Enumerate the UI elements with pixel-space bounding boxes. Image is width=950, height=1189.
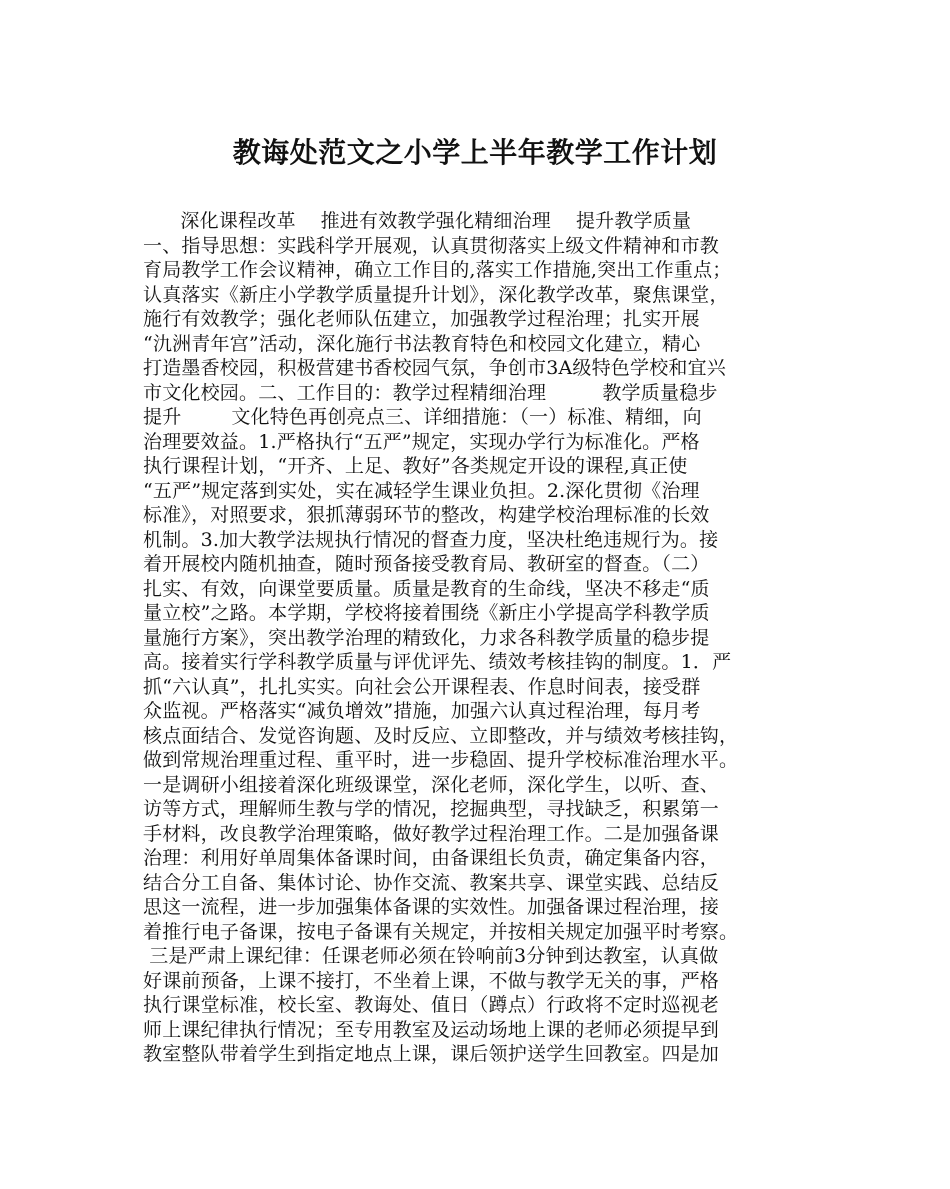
body-text-line: 思这一流程，进一步加强集体备课的实效性。加强备课过程治理，接 <box>143 896 720 918</box>
body-text-line: 着开展校内随机抽查，随时预备接受教育局、教研室的督查。（二） <box>143 553 710 575</box>
body-text-line: 量施行方案》，突出教学治理的精致化，力求各科教学质量的稳步提 <box>143 626 710 649</box>
body-text-line: 三是严肃上课纪律：任课老师必须在铃响前3分钟到达教室，认真做 <box>143 945 719 967</box>
body-text-line: 教室整队带着学生到指定地点上课，课后领护送学生回教室。四是加 <box>143 1043 720 1065</box>
body-text-line: 扎实、有效，向课堂要质量。质量是教育的生命线，坚决不移走“质 <box>143 577 710 600</box>
body-text-line: 认真落实《新庄小学教学质量提升计划》，深化教学改革，聚焦课堂， <box>143 283 729 306</box>
body-text-line: 手材料，改良教学治理策略，做好教学过程治理工作。二是加强备课 <box>143 822 720 845</box>
body-text-line: 市文化校园。二、工作目的：教学过程精细治理 教学质量稳步 <box>143 381 718 404</box>
body-text-line: 一、指导思想：实践科学开展观，认真贯彻落实上级文件精神和市教 <box>143 234 720 257</box>
body-text-line: 着推行电子备课，按电子备课有关规定，并按相关规定加强平时考察。 <box>143 920 739 943</box>
body-text-line: 治理要效益。1.严格执行“五严”规定，实现办学行为标准化。严格 <box>143 430 700 453</box>
body-text-line: “氿洲青年宫”活动，深化施行书法教育特色和校园文化建立，精心 <box>143 332 701 355</box>
body-text-line: 打造墨香校园，积极营建书香校园气氛，争创市3A级特色学校和宜兴 <box>143 357 727 379</box>
body-text-line: 高。接着实行学科教学质量与评优评先、绩效考核挂钩的制度。1．严 <box>143 651 732 673</box>
body-text-line: 好课前预备，上课不接打，不坐着上课，不做与教学无关的事，严格 <box>143 969 720 992</box>
body-text-line: 提升 文化特色再创亮点三、详细措施：（一）标准、精细，向 <box>143 406 702 428</box>
body-text-line: 一是调研小组接着深化班级课堂，深化老师，深化学生，以听、查、 <box>143 773 720 796</box>
body-text-line: 机制。3.加大教学法规执行情况的督查力度，坚决杜绝违规行为。接 <box>143 528 719 551</box>
document-body <box>143 209 817 1067</box>
body-text-line: “五严”规定落到实处，实在减轻学生课业负担。2.深化贯彻《治理 <box>143 479 700 502</box>
body-text-line: 施行有效教学；强化老师队伍建立，加强教学过程治理；扎实开展 <box>143 308 700 330</box>
body-text-line: 结合分工自备、集体讨论、协作交流、教案共享、课堂实践、总结反 <box>143 871 720 894</box>
body-text-line: 访等方式，理解师生教与学的情况，挖掘典型，寻找缺乏，积累第一 <box>143 798 720 820</box>
body-text-line: 量立校”之路。本学期，学校将接着围绕《新庄小学提高学科教学质 <box>143 602 710 624</box>
body-text-line: 育局教学工作会议精神，确立工作目的,落实工作措施,突出工作重点； <box>143 259 732 281</box>
body-text-line: 执行课程计划，“开齐、上足、教好”各类规定开设的课程,真正使 <box>143 455 688 477</box>
body-text-line: 标准》，对照要求，狠抓薄弱环节的整改，构建学校治理标准的长效 <box>143 504 710 526</box>
document-title: 教诲处范文之小学上半年教学工作计划 <box>232 136 718 169</box>
body-text-line: 众监视。严格落实“减负增效”措施，加强六认真过程治理，每月考 <box>143 700 701 722</box>
body-text-line: 抓“六认真”，扎扎实实。向社会公开课程表、作息时间表，接受群 <box>143 675 701 698</box>
body-text-line: 核点面结合、发觉咨询题、及时反应、立即整改，并与绩效考核挂钩， <box>143 724 739 747</box>
body-text-line: 执行课堂标准，校长室、教诲处、值日（蹲点）行政将不定时巡视老 <box>143 994 720 1016</box>
body-text-line: 师上课纪律执行情况；至专用教室及运动场地上课的老师必须提早到 <box>143 1018 720 1041</box>
body-text-line: 治理：利用好单周集体备课时间，由备课组长负责，确定集备内容， <box>143 847 720 869</box>
body-text-line: 深化课程改革 推进有效教学强化精细治理 提升教学质量 <box>143 210 692 232</box>
body-text-line: 做到常规治理重过程、重平时，进一步稳固、提升学校标准治理水平。 <box>143 749 739 771</box>
